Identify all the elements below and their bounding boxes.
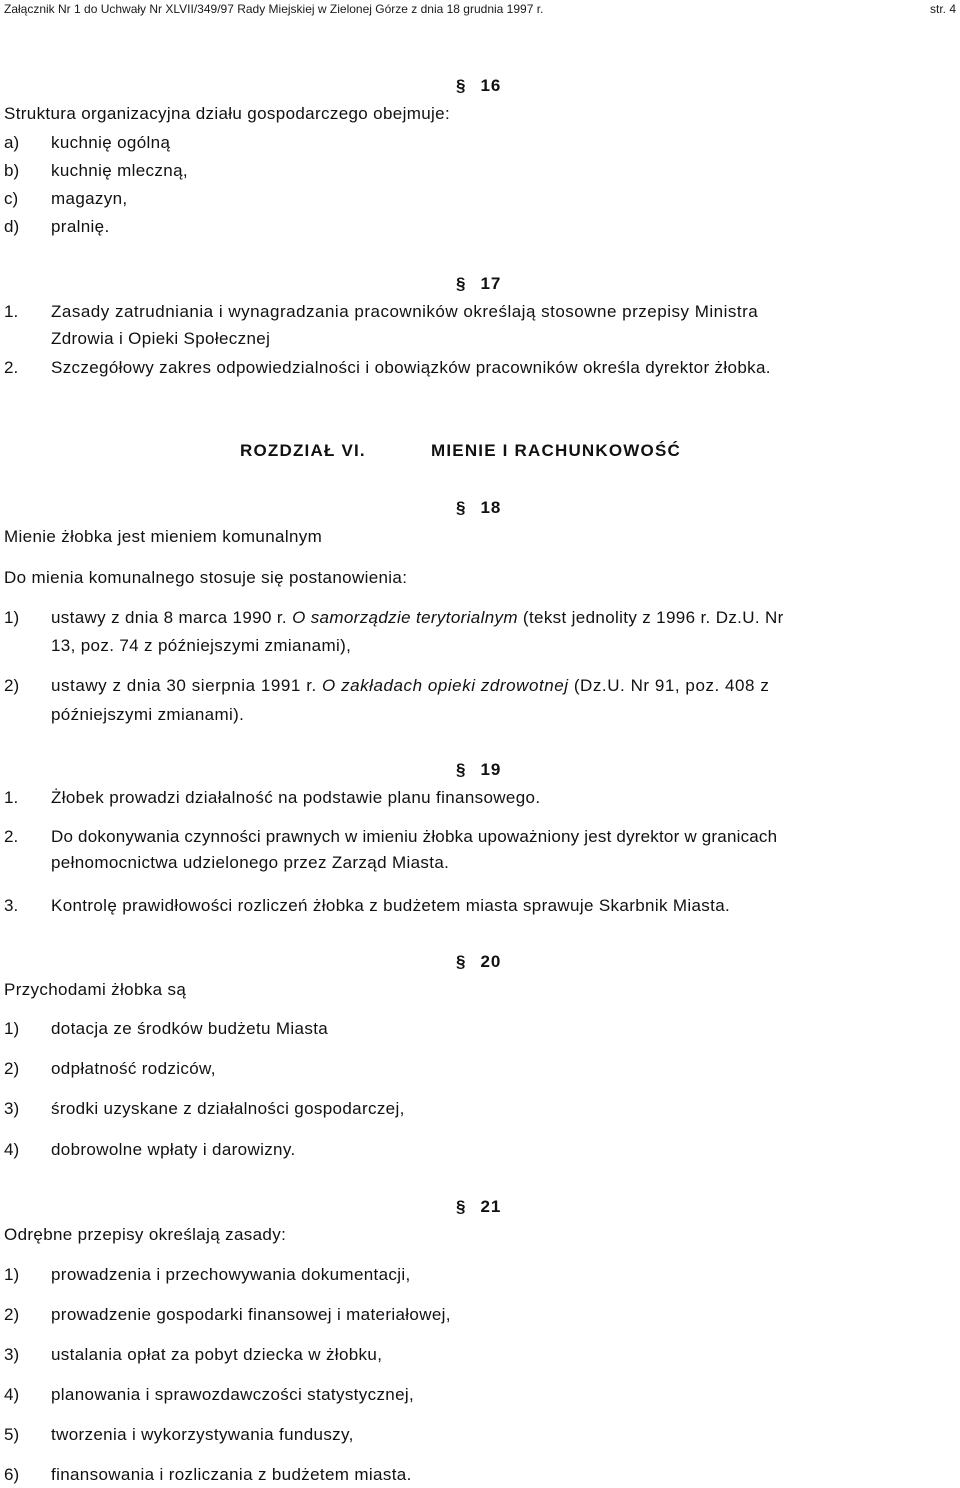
section-21-heading [456,1197,501,1217]
list-item: finansowania i rozliczania z budżetem miasta. [51,1465,412,1484]
list-item-label: 3) [4,1345,20,1364]
list-item-label: a) [4,133,20,152]
list-item-label: 1. [4,302,19,321]
list-item: pralnię. [51,217,110,236]
list-item: prowadzenia i przechowywania dokumentacji, [51,1265,411,1284]
statute-reference: (tekst jednolity z 1996 r. Dz.U. Nr [517,608,784,627]
list-item-label: 3. [4,896,19,915]
list-item-continuation: późniejszymi zmianami). [51,705,245,724]
section-number: 16 [480,76,502,95]
list-item: Szczegółowy zakres odpowiedzialności i obowiązków pracowników określa dyrektor żłobka. [51,358,771,377]
list-item-label: c) [4,189,19,208]
page-number: str. 4 [929,2,956,16]
list-item: Kontrolę prawidłowości rozliczeń żłobka z budżetem miasta sprawuje Skarbnik Miasta. [51,896,731,915]
list-item-label: 4) [4,1140,20,1159]
statute-title: O zakładach opieki zdrowotnej [322,676,569,695]
list-item-label: 1) [4,1265,20,1284]
list-item-label: 6) [4,1465,20,1484]
paragraph-symbol: § [456,1197,467,1216]
page-header-title: Załącznik Nr 1 do Uchwały Nr XLVII/349/97 Rady Miejskiej w Zielonej Górze z dnia 18 grudnia 1997 r. [4,2,544,16]
list-item: Zasady zatrudniania i wynagradzania pracowników określają stosowne przepisy Ministra [51,302,759,321]
paragraph-symbol: § [456,274,467,293]
section-20-intro: Przychodami żłobka są [4,980,187,999]
paragraph-symbol: § [456,760,467,779]
list-item: odpłatność rodziców, [51,1059,216,1078]
list-item-label: 2) [4,1305,20,1324]
list-item: kuchnię ogólną [51,133,171,152]
section-18-intro: Mienie żłobka jest mieniem komunalnym [4,527,323,546]
chapter-title: MIENIE I RACHUNKOWOŚĆ [431,441,681,460]
list-item-label: 2. [4,827,19,846]
section-16-heading [456,76,501,96]
list-item-label: b) [4,161,20,180]
statute-text: ustawy z dnia 30 sierpnia 1991 r. [51,676,323,695]
section-number: 17 [480,274,502,293]
list-item: kuchnię mleczną, [51,161,188,180]
list-item: Do dokonywania czynności prawnych w imieniu żłobka upoważniony jest dyrektor w granicach [51,827,778,846]
list-item: środki uzyskane z działalności gospodarczej, [51,1099,405,1118]
statute-title: O samorządzie terytorialnym [292,608,518,627]
list-item: magazyn, [51,189,128,208]
list-item: Żłobek prowadzi działalność na podstawie planu finansowego. [51,788,541,807]
list-item: prowadzenie gospodarki finansowej i materiałowej, [51,1305,451,1324]
section-20-heading [456,952,501,972]
section-number: 20 [480,952,502,971]
list-item-label: 5) [4,1425,20,1444]
list-item-label: 2) [4,676,20,695]
section-21-intro: Odrębne przepisy określają zasady: [4,1225,287,1244]
list-item-label: d) [4,217,20,236]
section-18-intro-2: Do mienia komunalnego stosuje się postanowienia: [4,568,408,587]
list-item [51,608,784,628]
section-16-intro: Struktura organizacyjna działu gospodarczego obejmuje: [4,104,451,123]
section-18-heading [456,498,501,518]
section-17-heading [456,274,501,294]
list-item [51,676,769,696]
section-19-heading [456,760,501,780]
statute-text: ustawy z dnia 8 marca 1990 r. [51,608,293,627]
list-item: planowania i sprawozdawczości statystycznej, [51,1385,415,1404]
list-item-label: 2) [4,1059,20,1078]
chapter-number: ROZDZIAŁ VI. [240,441,366,460]
list-item: ustalania opłat za pobyt dziecka w żłobku, [51,1345,383,1364]
statute-reference: (Dz.U. Nr 91, poz. 408 z [568,676,770,695]
list-item-label: 1) [4,608,20,627]
section-number: 21 [480,1197,502,1216]
paragraph-symbol: § [456,498,467,517]
list-item-continuation: 13, poz. 74 z późniejszymi zmianami), [51,636,352,655]
paragraph-symbol: § [456,76,467,95]
list-item-label: 3) [4,1099,20,1118]
paragraph-symbol: § [456,952,467,971]
section-number: 19 [480,760,502,779]
section-number: 18 [480,498,502,517]
list-item: tworzenia i wykorzystywania funduszy, [51,1425,354,1444]
list-item-label: 1. [4,788,19,807]
list-item-continuation: Zdrowia i Opieki Społecznej [51,329,271,348]
list-item: dotacja ze środków budżetu Miasta [51,1019,329,1038]
list-item-continuation: pełnomocnictwa udzielonego przez Zarząd Miasta. [51,853,450,872]
list-item-label: 2. [4,358,19,377]
list-item-label: 1) [4,1019,20,1038]
list-item-label: 4) [4,1385,20,1404]
list-item: dobrowolne wpłaty i darowizny. [51,1140,296,1159]
